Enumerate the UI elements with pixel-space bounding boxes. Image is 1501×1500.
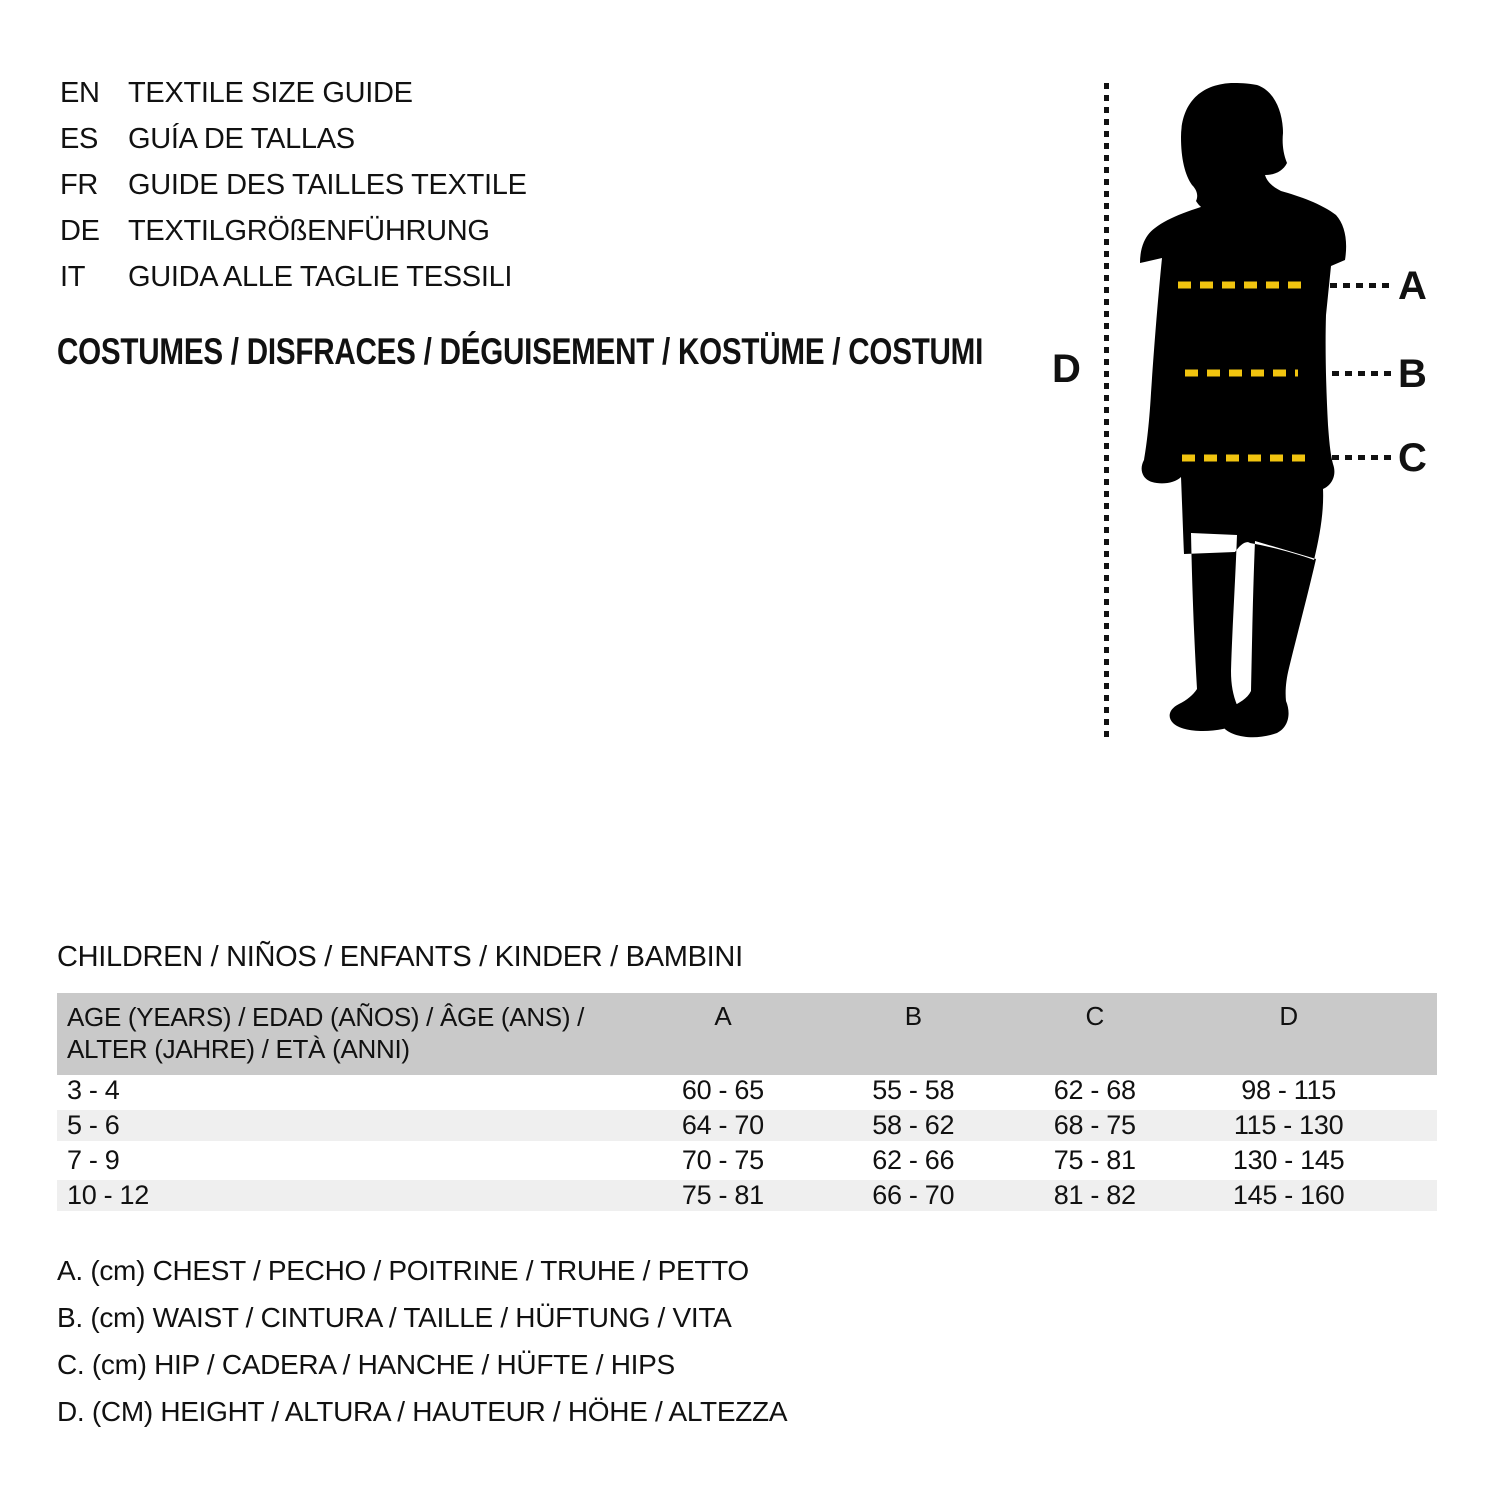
chest-cell: 75 - 81 — [613, 1178, 832, 1213]
connector-line-c — [1332, 455, 1392, 460]
language-label: TEXTILE SIZE GUIDE — [128, 76, 413, 109]
legend-item-chest: A. (cm) CHEST / PECHO / POITRINE / TRUHE / PETTO — [57, 1255, 749, 1286]
waist-cell: 66 - 70 — [833, 1178, 994, 1213]
measure-label-a: A — [1398, 264, 1427, 308]
column-header-a: A — [613, 993, 832, 1075]
language-row-it — [60, 254, 527, 300]
column-header-spacer — [1382, 993, 1437, 1075]
waist-cell: 62 - 66 — [833, 1143, 994, 1178]
language-code: DE — [60, 214, 100, 247]
height-cell: 130 - 145 — [1195, 1143, 1381, 1178]
age-cell: 5 - 6 — [57, 1108, 613, 1143]
language-code: EN — [60, 76, 100, 109]
hip-cell: 81 - 82 — [994, 1178, 1195, 1213]
language-row-es — [60, 116, 527, 162]
height-dotted-line-d — [1104, 83, 1109, 743]
column-header-c: C — [994, 993, 1195, 1075]
language-row-fr — [60, 162, 527, 208]
measure-label-b: B — [1398, 352, 1427, 396]
chest-cell: 64 - 70 — [613, 1108, 832, 1143]
age-column-header — [57, 993, 613, 1075]
table-row — [57, 1075, 1437, 1108]
language-label: TEXTILGRÖßENFÜHRUNG — [128, 214, 490, 247]
table-section-title: CHILDREN / NIÑOS / ENFANTS / KINDER / BAMBINI — [57, 941, 743, 973]
legend-item-waist: B. (cm) WAIST / CINTURA / TAILLE / HÜFTUNG / VITA — [57, 1302, 732, 1333]
height-cell: 115 - 130 — [1195, 1108, 1381, 1143]
hip-cell: 75 - 81 — [994, 1143, 1195, 1178]
age-cell: 7 - 9 — [57, 1143, 613, 1178]
measurement-legend — [57, 1247, 787, 1435]
age-header-line2: ALTER (JAHRE) / ETÀ (ANNI) — [67, 1034, 410, 1064]
language-label: GUIDA ALLE TAGLIE TESSILI — [128, 260, 513, 293]
language-list — [60, 70, 527, 300]
connector-line-b — [1332, 371, 1392, 376]
language-code: FR — [60, 168, 99, 201]
measure-label-d: D — [1052, 347, 1081, 391]
table-row — [57, 1143, 1437, 1178]
connector-line-a — [1330, 283, 1392, 288]
waist-cell: 55 - 58 — [833, 1075, 994, 1108]
table-row — [57, 1178, 1437, 1213]
table-row — [57, 1108, 1437, 1143]
children-size-table — [57, 993, 1437, 1215]
language-label: GUÍA DE TALLAS — [128, 122, 355, 155]
column-header-d: D — [1195, 993, 1381, 1075]
language-row-de — [60, 208, 527, 254]
category-title: COSTUMES / DISFRACES / DÉGUISEMENT / KOSTÜME / COSTUMI — [57, 331, 984, 372]
chest-cell: 70 - 75 — [613, 1143, 832, 1178]
age-header-line1: AGE (YEARS) / EDAD (AÑOS) / ÂGE (ANS) / — [67, 1002, 585, 1032]
child-silhouette-svg — [1135, 83, 1375, 743]
legend-item-height: D. (CM) HEIGHT / ALTURA / HAUTEUR / HÖHE / ALTEZZA — [57, 1396, 788, 1427]
column-header-b: B — [833, 993, 994, 1075]
height-cell: 98 - 115 — [1195, 1075, 1381, 1108]
legend-item-hip: C. (cm) HIP / CADERA / HANCHE / HÜFTE / HIPS — [57, 1349, 675, 1380]
height-cell: 145 - 160 — [1195, 1178, 1381, 1213]
chest-cell: 60 - 65 — [613, 1075, 832, 1108]
language-code: IT — [60, 260, 86, 293]
language-row-en — [60, 70, 527, 116]
measure-label-c: C — [1398, 436, 1427, 480]
waist-cell: 58 - 62 — [833, 1108, 994, 1143]
hip-cell: 62 - 68 — [994, 1075, 1195, 1108]
table-header-row — [57, 993, 1437, 1075]
age-cell: 3 - 4 — [57, 1075, 613, 1108]
language-code: ES — [60, 122, 99, 155]
age-cell: 10 - 12 — [57, 1178, 613, 1213]
hip-cell: 68 - 75 — [994, 1108, 1195, 1143]
language-label: GUIDE DES TAILLES TEXTILE — [128, 168, 527, 201]
child-silhouette — [1135, 83, 1375, 743]
